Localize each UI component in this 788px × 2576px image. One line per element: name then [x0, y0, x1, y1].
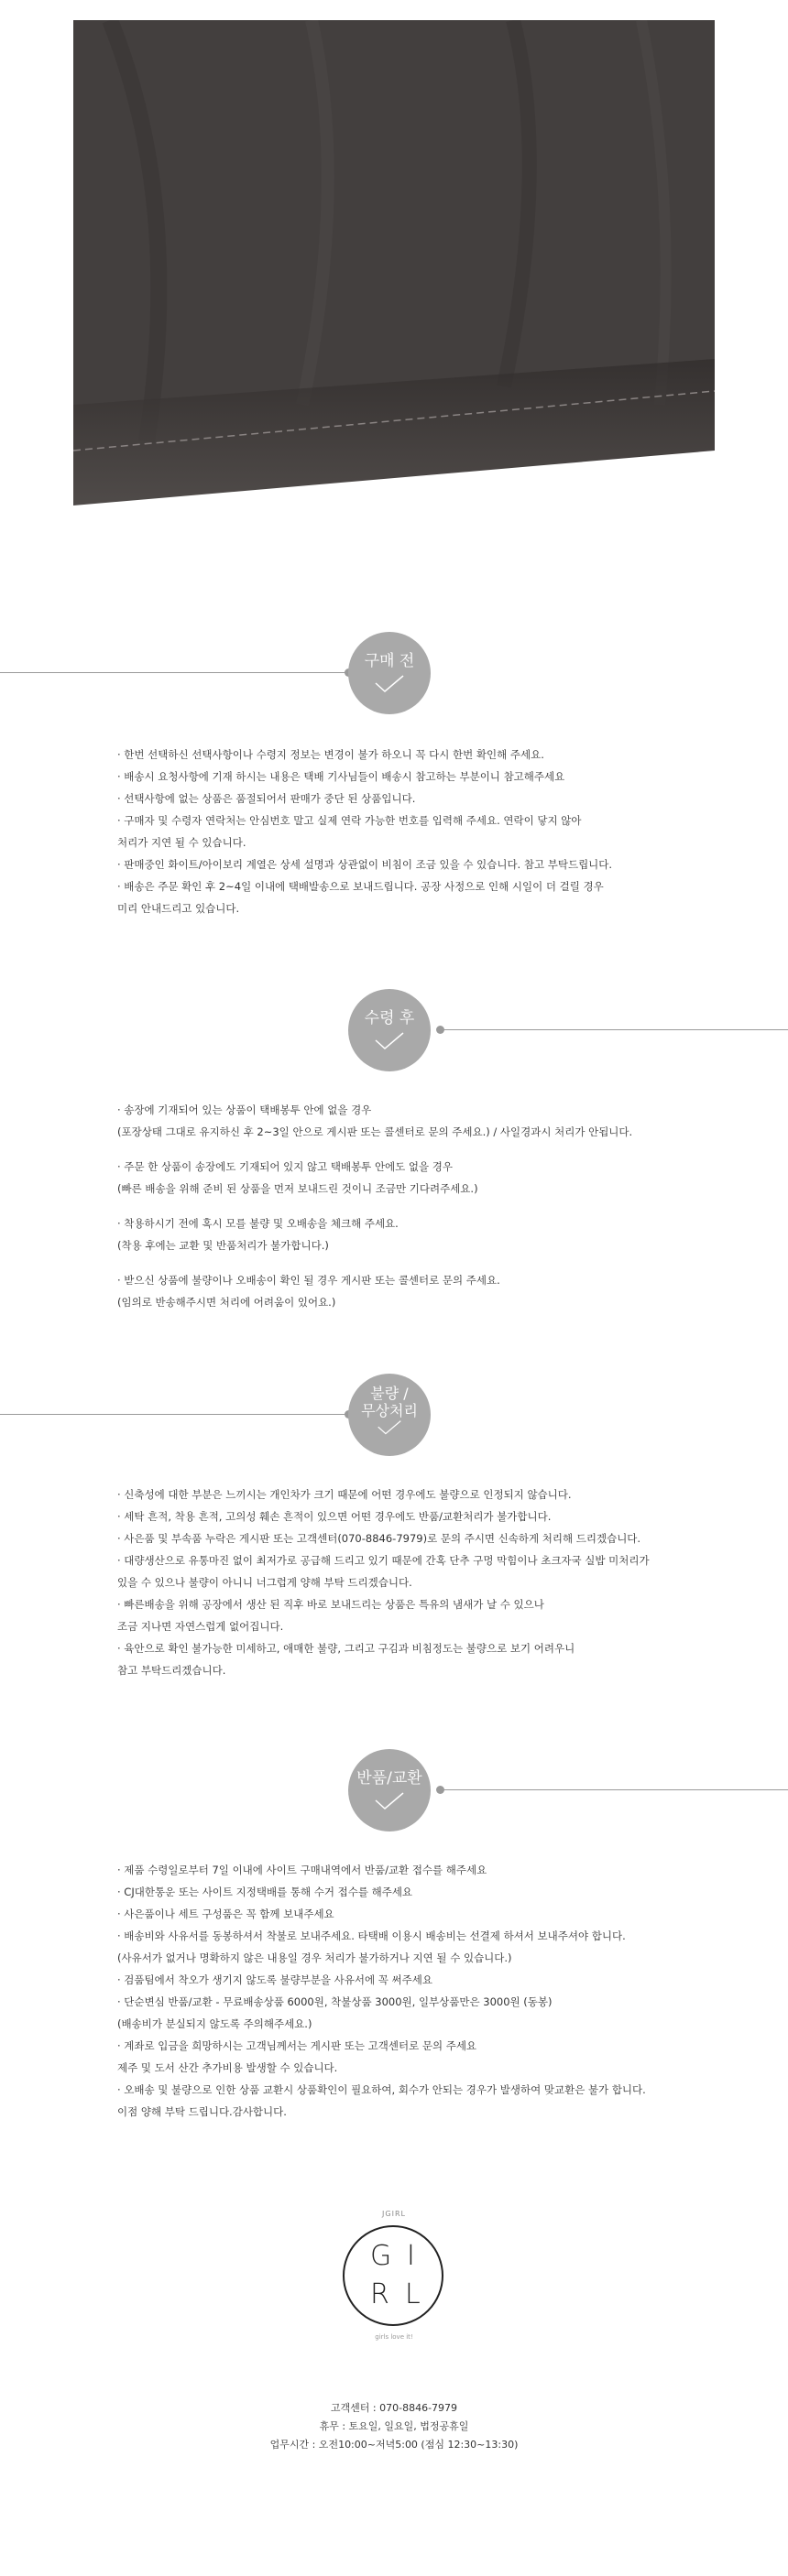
note-line: · 배송은 주문 확인 후 2~4일 이내에 택배발송으로 보내드립니다. 공장 사정으로 인해 시일이 더 걸릴 경우 — [117, 880, 604, 893]
section-header-defect — [0, 1374, 788, 1456]
note-line: (착용 후에는 교환 및 반품처리가 불가합니다.) — [117, 1239, 329, 1252]
note-line: · 착용하시기 전에 혹시 모를 불량 및 오배송을 체크해 주세요. — [117, 1217, 399, 1230]
product-fabric-photo — [73, 20, 715, 505]
note-line: · 배송시 요청사항에 기재 하시는 내용은 택배 기사님들이 배송시 참고하는 부분이니 참고해주세요 — [117, 770, 565, 783]
note-line: (사유서가 없거나 명확하지 않은 내용일 경우 처리가 불가하거나 지연 될 수 있습니다.) — [117, 1951, 512, 1964]
section-header-after-receipt — [0, 989, 788, 1071]
section-header-before-purchase — [0, 632, 788, 714]
divider-line — [0, 672, 348, 673]
note-line: · 판매중인 화이트/아이보리 계열은 상세 설명과 상관없이 비침이 조금 있을 수 있습니다. 참고 부탁드립니다. — [117, 858, 613, 871]
logo-letter: L — [405, 2278, 421, 2310]
note-line: · 구매자 및 수령자 연락처는 안심번호 말고 실제 연락 가능한 번호를 입력해 주세요. 연락이 닿지 않아 — [117, 814, 582, 827]
note-line: 처리가 지연 될 수 있습니다. — [117, 836, 246, 849]
section-title: 수령 후 — [364, 1009, 415, 1027]
note-line: 미리 안내드리고 있습니다. — [117, 902, 240, 915]
note-line: 있을 수 있으나 불량이 아니니 너그럽게 양해 부탁 드리겠습니다. — [117, 1576, 412, 1589]
note-line: · 사은품이나 세트 구성품은 꼭 함께 보내주세요 — [117, 1908, 334, 1920]
note-line: · 송장에 기재되어 있는 상품이 택배봉투 안에 없을 경우 — [117, 1103, 372, 1116]
note-line: 이점 양해 부탁 드립니다.감사합니다. — [117, 2105, 287, 2118]
note-line: 제주 및 도서 산간 추가비용 발생할 수 있습니다. — [117, 2061, 338, 2074]
note-line: (포장상태 그대로 유지하신 후 2~3일 안으로 게시판 또는 콜센터로 문의 주세요.) / 사일경과시 처리가 안됩니다. — [117, 1125, 633, 1138]
note-line: · 한번 선택하신 선택사항이나 수령지 정보는 변경이 불가 하오니 꼭 다시 한번 확인해 주세요. — [117, 748, 544, 761]
customer-service-info — [0, 2399, 788, 2454]
logo-letter: I — [407, 2240, 415, 2272]
note-line: · 주문 한 상품이 송장에도 기재되어 있지 않고 택배봉투 안에도 없을 경우 — [117, 1160, 454, 1173]
divider-line — [440, 1789, 788, 1790]
logo-letter: R — [370, 2278, 389, 2310]
divider-line — [440, 1029, 788, 1030]
note-line: · 제품 수령일로부터 7일 이내에 사이트 구매내역에서 반품/교환 접수를 해주세요 — [117, 1864, 487, 1876]
divider-line — [0, 1414, 348, 1415]
section-header-return-exchange — [0, 1749, 788, 1831]
note-line: 조금 지나면 자연스럽게 없어집니다. — [117, 1620, 284, 1633]
note-line: · 육안으로 확인 불가능한 미세하고, 애매한 불량, 그리고 구김과 비침정도는 불량으로 보기 어려우니 — [117, 1642, 575, 1655]
checkmark-icon — [374, 1031, 405, 1051]
note-line: · 세탁 흔적, 착용 흔적, 고의성 훼손 흔적이 있으면 어떤 경우에도 반품/교환처리가 불가합니다. — [117, 1510, 552, 1523]
checkmark-icon — [374, 1419, 405, 1436]
section-badge — [348, 1374, 431, 1456]
after-receipt-notes — [117, 1099, 704, 1313]
note-line: · 단순변심 반품/교환 - 무료배송상품 6000원, 착불상품 3000원, 일부상품만은 3000원 (동봉) — [117, 1995, 553, 2008]
note-line: · 받으신 상품에 불량이나 오배송이 확인 될 경우 게시판 또는 콜센터로 문의 주세요. — [117, 1274, 500, 1287]
note-line: 참고 부탁드리겠습니다. — [117, 1664, 226, 1677]
note-line: · 계좌로 입금을 희망하시는 고객님께서는 게시판 또는 고객센터로 문의 주세요 — [117, 2039, 477, 2052]
checkmark-icon — [374, 1791, 405, 1811]
note-line: · CJ대한통운 또는 사이트 지정택배를 통해 수거 접수를 해주세요 — [117, 1886, 413, 1898]
section-badge — [348, 989, 431, 1071]
note-line: · 선택사항에 없는 상품은 품절되어서 판매가 중단 된 상품입니다. — [117, 792, 416, 805]
return-exchange-notes — [117, 1859, 704, 2123]
holiday-info: 휴무 : 토요일, 일요일, 법정공휴일 — [319, 2420, 469, 2432]
note-line: · 오배송 및 불량으로 인한 상품 교환시 상품확인이 필요하여, 회수가 안되는 경우가 발생하여 맞교환은 불가 합니다. — [117, 2083, 646, 2096]
section-title: 반품/교환 — [356, 1769, 422, 1788]
customer-service-phone: 고객센터 : 070-8846-7979 — [330, 2402, 458, 2414]
note-line: (배송비가 분실되지 않도록 주의해주세요.) — [117, 2017, 312, 2030]
brand-tagline: girls love it! — [375, 2333, 413, 2341]
brand-small-label: JGIRL — [382, 2210, 406, 2218]
brand-logo — [343, 2225, 443, 2326]
note-line: (임의로 반송해주시면 처리에 어려움이 있어요.) — [117, 1296, 336, 1309]
business-hours: 업무시간 : 오전10:00~저녁5:00 (점심 12:30~13:30) — [269, 2439, 519, 2451]
section-title: 불량 / — [370, 1385, 409, 1402]
note-line: · 사은품 및 부속품 누락은 게시판 또는 고객센터(070-8846-7979)로 문의 주시면 신속하게 처리해 드리겠습니다. — [117, 1532, 641, 1545]
note-line: (빠른 배송을 위해 준비 된 상품을 먼저 보내드린 것이니 조금만 기다려주세요.) — [117, 1182, 478, 1195]
checkmark-icon — [374, 674, 405, 694]
note-line: · 배송비와 사유서를 동봉하셔서 착불로 보내주세요. 타택배 이용시 배송비는 선결제 하셔서 보내주셔야 합니다. — [117, 1929, 626, 1942]
section-title: 구매 전 — [364, 652, 415, 670]
section-title-line2: 무상처리 — [361, 1402, 418, 1419]
note-line: · 빠른배송을 위해 공장에서 생산 된 직후 바로 보내드리는 상품은 특유의 냄새가 날 수 있으나 — [117, 1598, 544, 1611]
defect-notes — [117, 1484, 704, 1681]
logo-letter: G — [370, 2240, 392, 2272]
section-badge — [348, 632, 431, 714]
note-line: · 대량생산으로 유통마진 없이 최저가로 공급해 드리고 있기 때문에 간혹 단추 구멍 막힘이나 초크자국 실밥 미처리가 — [117, 1554, 650, 1567]
section-badge — [348, 1749, 431, 1831]
note-line: · 검품팀에서 착오가 생기지 않도록 불량부분을 사유서에 꼭 써주세요 — [117, 1973, 432, 1986]
note-line: · 신축성에 대한 부분은 느끼시는 개인차가 크기 때문에 어떤 경우에도 불량으로 인정되지 않습니다. — [117, 1488, 572, 1501]
before-purchase-notes — [117, 744, 704, 919]
